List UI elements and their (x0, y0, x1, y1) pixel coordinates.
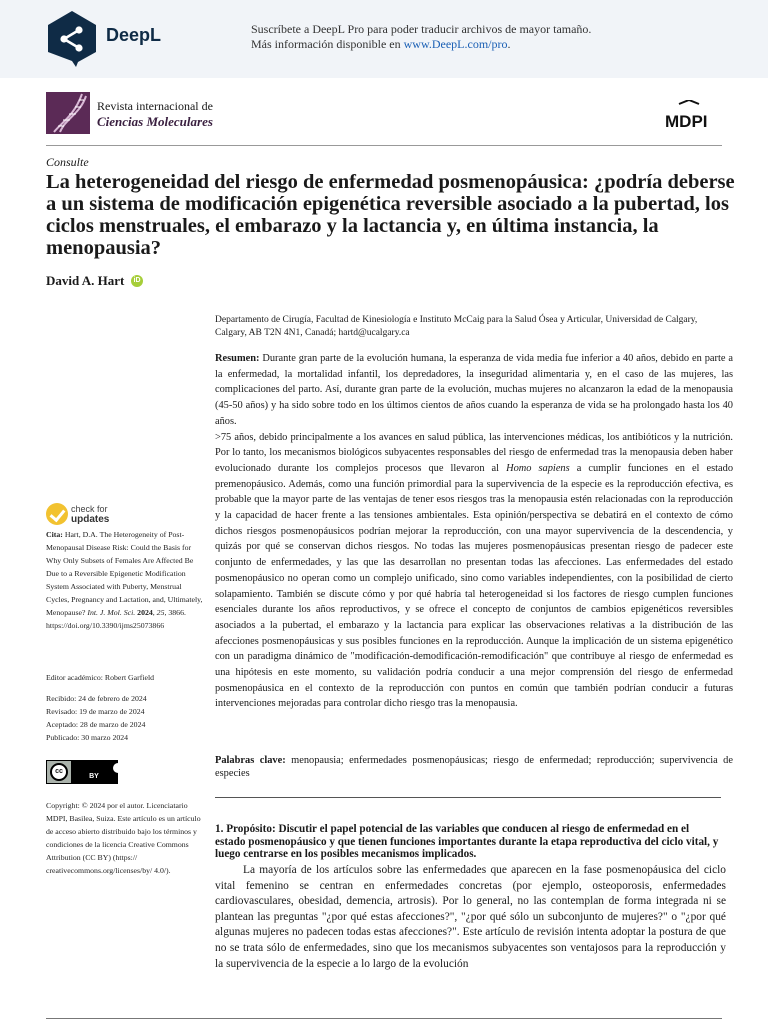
abstract-label: Resumen: (215, 353, 260, 364)
abstract-divider (215, 797, 721, 798)
citation-journal: Int. J. Mol. Sci. (87, 608, 136, 617)
date-accepted: Aceptado: 28 de marzo de 2024 (46, 720, 146, 729)
mdpi-logo-icon (665, 100, 719, 130)
article-type: Consulte (46, 155, 89, 169)
by-icon (71, 761, 117, 783)
promo-line-2-prefix: Más información disponible en (251, 37, 404, 51)
checkmark-icon (46, 503, 68, 525)
svg-text:MDPI: MDPI (665, 112, 708, 130)
section-1-heading: 1. Propósito: Discutir el papel potencial de las variables que conducen al riesgo de enfermedad en el estado posmenopáusico y que tienen funciones importantes durante la etapa reproductiva del ciclo vital, y luego centrarse en los posibles mecanismos implicados. (215, 823, 719, 861)
citation-volume: 25 (156, 608, 165, 617)
license-text: Copyright: © 2024 por el autor. Licenciatario MDPI, Basilea, Suiza. Este artículo es un artículo de acceso abierto distribuido bajo los términos y condiciones de la licencia Creative Commons Attribution (CC BY) (https:// creativecommons.org/licenses/by/ 4.0/). (46, 801, 201, 875)
abstract-paragraph-1 (215, 351, 733, 430)
citation: Cita: Hart, D.A. The Heterogeneity of Post-Menopausal Disease Risk: Could the Basis for Why Only Subsets of Females Are Affected Be Due to a Reversible Epigenetic Modification System Associated with Puberty, Menstrual Cycles, Pregnancy and Lactation, and, Ultimately, Menopause? Int. J. Mol. Sci. 2024, 25, 3866. https://doi.org/10.3390/ijms25073866 (46, 530, 203, 630)
article-title: La heterogeneidad del riesgo de enfermedad posmenopáusica: ¿podría deberse a un sistema de modificación epigenética reversible asociado a la pubertad, los ciclos menstruales, el embarazo y la lactancia y, en última instancia, la menopausia? (46, 171, 735, 259)
orcid-icon[interactable]: iD (131, 275, 143, 287)
date-revised: Revisado: 19 de marzo de 2024 (46, 707, 145, 716)
promo-line-1: Suscríbete a DeepL Pro para poder traducir archivos de mayor tamaño. (251, 22, 592, 36)
abstract-text-2b: a cumplir funciones en el estado premenopáusico. Además, como una función primordial para la supervivencia de la especie es la reproducción efectiva, es probable que la mayor parte de las ventajas de tener esos riesgos tras la menopausia estén relacionadas con la reproducción y la capacidad de hacer frente a las tensiones ambientales. Esta opinión/perspectiva se debatirá en el contexto de cómo dichos riesgos posmenopáusicos podrían mejorar la reproducción, con una mayor supervivencia de la descendencia, y quizás por qué se conservan dichos riesgos. No todas las mujeres posmenopáusicas presentan riesgo de padecer este conjunto de enfermedades, y las que las desarrollan no presentan todas las afecciones. Las enfermedades del estado posmenopáusico no operan como un complejo unificado, sino como variables independientes, con la posibilidad de cierto solapamiento. También se discute cómo y por qué habría tal heterogeneidad si los factores de riesgo cumplen funciones esenciales durante los años reproductivos, y se ofrece el concepto de conjuntos de cambios epigenéticos reversibles asociados a la pubertad, el embarazo y la lactancia para explicar las observaciones relativas a la distribución de las afecciones posmenopáusicas y sus posibles funciones en la reproducción. Aunque la implicación de un sistema epigenético con un paradigma dinámico de "modificación-demodificación-remodificación" que contribuye al riesgo de enfermedad es una hipótesis en este momento, su validación podría conducir a una mejor comprensión del riesgo de enfermedad posmenopáusica en el contexto de la reproducción con puntos en común que también podrían conducir a futuras intervenciones mejoradas para controlar dicho riesgo tras la menopausia. (215, 462, 734, 710)
citation-doi[interactable]: , 3866. https://doi.org/10.3390/ijms25073866 (46, 608, 186, 630)
check-for-updates-badge[interactable] (46, 503, 156, 527)
updates-label: updates (71, 514, 110, 525)
header-divider (46, 145, 722, 146)
section-1-body: La mayoría de los artículos sobre las enfermedades que aparecen en la fase posmenopáusica del ciclo vital femenino se centran en enfermedades concretas (por ejemplo, osteoporosis, enfermedades cardiovasculares, obesidad, demencia, artrosis). Por lo general, no las contemplan de forma integrada ni se plantean las preguntas "¿por qué estas afecciones?", "¿por qué sólo un subconjunto de mujeres?" o "¿por qué algunas mujeres no padecen todas estas afecciones?". Este artículo de revisión intenta adoptar la postura de que no se trata sólo de enfermedades, sino que los mecanismos subyacentes son ventajosos para la reproducción y la supervivencia de la especie a lo largo de la evolución (215, 864, 726, 970)
citation-label: Cita: (46, 530, 63, 539)
author-affiliation: Departamento de Cirugía, Facultad de Kinesiología e Instituto McCaig para la Salud Ósea y Articular, Universidad de Calgary, Calgary, AB T2N 4N1, Canadá; hartd@ucalgary.ca (215, 315, 698, 338)
abstract-text-2a: >75 años, debido principalmente a los avances en salud pública, las intervenciones médicas, los antibióticos y la nutrición. Por lo tanto, los mecanismos biológicos subyacentes responsables del riesgo de enfermedad tras la menopausia deben haber evolucionado durante los complejos procesos que llevaron al (215, 431, 733, 474)
deepl-pro-link[interactable]: www.DeepL.com/pro (403, 37, 508, 51)
abstract (215, 351, 733, 712)
date-published: Publicado: 30 marzo 2024 (46, 733, 129, 742)
journal-name (97, 98, 213, 130)
species-name: Homo sapiens (506, 462, 570, 474)
academic-editor: Editor académico: Robert Garfield (46, 673, 155, 682)
citation-text: Hart, D.A. The Heterogeneity of Post-Menopausal Disease Risk: Could the Basis for Why Only Subsets of Females Are Affected Be Due to a Reversible Epigenetic Modification System Associated with Puberty, Menstrual Cycles, Pregnancy and Lactation, and, Ultimately, Menopause? (46, 530, 203, 617)
promo-line-2-suffix: . (507, 37, 511, 51)
abstract-paragraph-2 (215, 430, 733, 713)
deepl-promo-text (251, 22, 591, 52)
cc-icon: cc (50, 763, 68, 781)
author-name: David A. Hart (46, 273, 125, 288)
by-label: BY (89, 773, 99, 780)
journal-name-line-2: Ciencias Moleculares (97, 114, 213, 129)
deepl-brand-name: DeepL (106, 25, 162, 45)
publication-dates (46, 692, 206, 744)
keywords (215, 754, 733, 780)
date-received: Recibido: 24 de febrero de 2024 (46, 694, 147, 703)
abstract-text-1: Durante gran parte de la evolución humana, la esperanza de vida media fue inferior a 40 años, debido en parte a la enfermedad, la mortalidad infantil, los depredadores, la inseguridad alimentaria y, en el caso de las mujeres, las complicaciones del parto. Así, durante gran parte de la evolución, muchas mujeres no alcanzaron la edad de la menopausia (45-50 años) y ha sido sobre todo en los últimos cientos de años cuando la esperanza de vida se ha prolongado hasta los 40 años. (215, 353, 733, 427)
journal-dna-logo-icon (46, 92, 90, 134)
deepl-logo-icon (46, 10, 98, 68)
citation-year: 2024 (137, 608, 153, 617)
keywords-label: Palabras clave: (215, 755, 286, 766)
mdpi-logo (665, 100, 719, 130)
keywords-text: menopausia; enfermedades posmenopáusicas; riesgo de enfermedad; reproducción; supervivencia de especies (215, 755, 733, 779)
footer-divider (46, 1018, 722, 1019)
check-for-label: check for (71, 504, 108, 514)
cc-by-license-badge[interactable] (46, 760, 118, 784)
promo-line-2 (251, 37, 591, 52)
journal-name-line-1: Revista internacional de (97, 99, 213, 113)
attribution-person-icon (113, 763, 123, 773)
deepl-banner (0, 0, 768, 78)
